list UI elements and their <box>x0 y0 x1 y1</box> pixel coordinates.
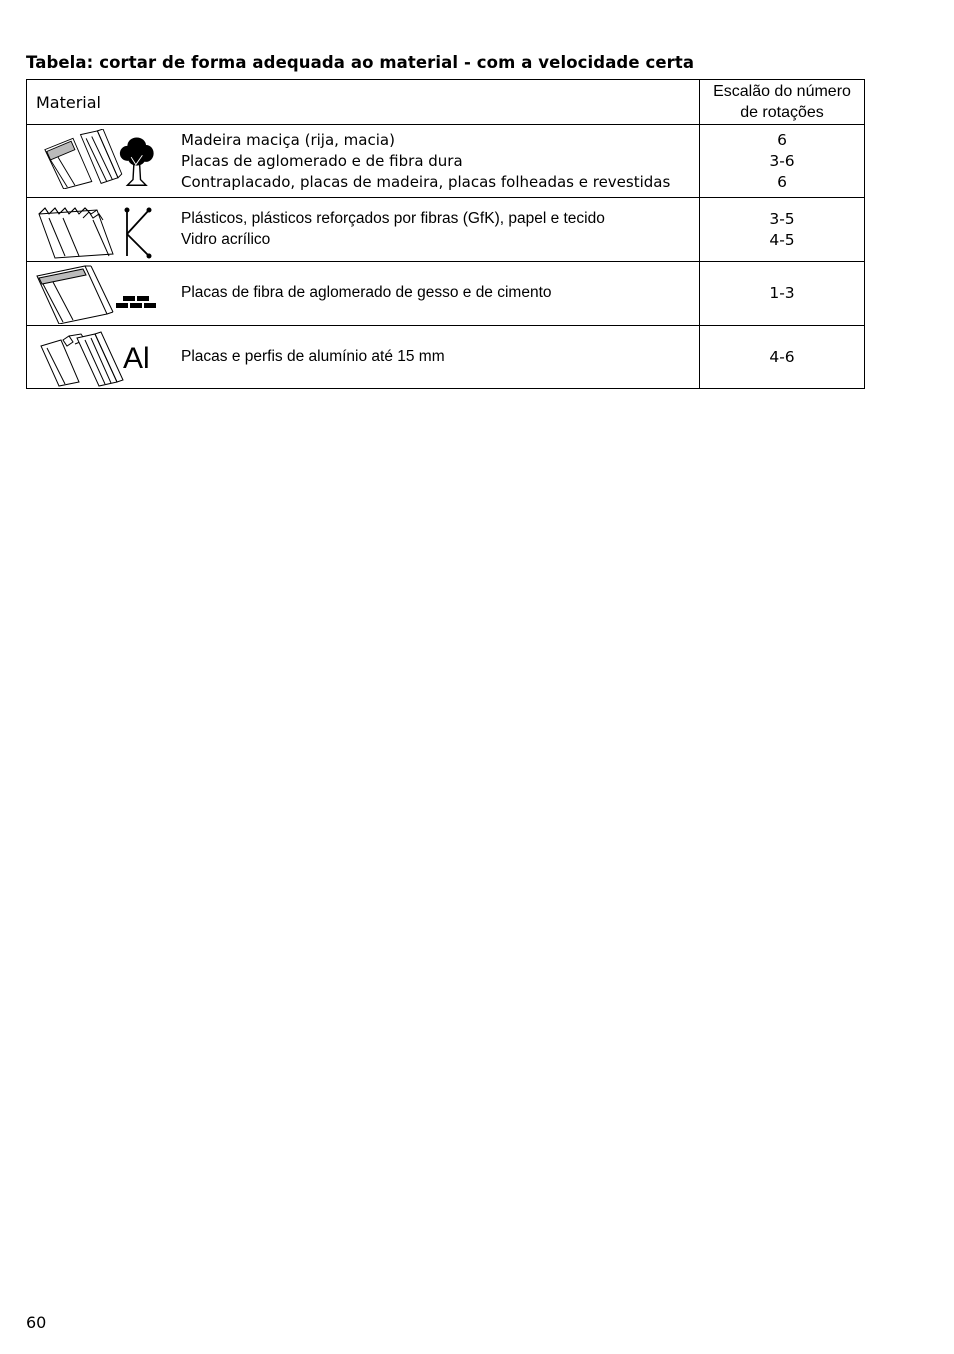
material-line: Placas de fibra de aglomerado de gesso e de cimento <box>181 284 552 301</box>
material-line: Plásticos, plásticos reforçados por fibras (GfK), papel e tecido <box>181 210 605 227</box>
aluminium-symbol: Al <box>123 342 150 375</box>
rotation-value: 1-3 <box>769 284 795 302</box>
material-cell <box>27 326 700 389</box>
rotation-cell <box>700 198 865 262</box>
page-number: 60 <box>26 1313 47 1332</box>
table-row <box>27 326 865 389</box>
rotation-value: 6 <box>777 172 787 191</box>
row-2-descriptions <box>181 208 605 250</box>
table-row <box>27 125 865 198</box>
table-header-row <box>27 80 865 125</box>
rotation-value: 3-6 <box>769 151 795 170</box>
material-speed-table <box>26 79 865 389</box>
row-4-descriptions <box>181 346 445 367</box>
table-title: Tabela: cortar de forma adequada ao material - com a velocidade certa <box>26 53 695 72</box>
material-cell <box>27 198 700 262</box>
material-line: Madeira maciça (rija, macia) <box>181 131 395 149</box>
header-rotations-line2: de rotações <box>740 104 824 121</box>
rotation-value: 3-5 <box>769 209 795 228</box>
row-1-descriptions <box>181 130 670 193</box>
material-line: Vidro acrílico <box>181 231 271 248</box>
wood-tree-icon <box>33 129 173 189</box>
table-row <box>27 262 865 326</box>
brick-icon <box>33 264 173 324</box>
material-line: Placas de aglomerado e de fibra dura <box>181 152 463 170</box>
header-rotations-line1: Escalão do número <box>713 83 851 100</box>
header-rotations <box>700 80 865 125</box>
row-3-descriptions <box>181 282 552 303</box>
material-line: Placas e perfis de alumínio até 15 mm <box>181 348 445 365</box>
rotation-value: 6 <box>777 130 787 149</box>
header-material: Material <box>27 80 700 125</box>
rotation-value: 4-6 <box>769 347 795 366</box>
material-line: Contraplacado, placas de madeira, placas folheadas e revestidas <box>181 173 671 191</box>
rotation-value: 4-5 <box>769 230 795 249</box>
rotation-cell <box>700 262 865 326</box>
rotation-cell <box>700 326 865 389</box>
material-cell <box>27 262 700 326</box>
table-row <box>27 198 865 262</box>
material-cell <box>27 125 700 198</box>
plastic-molecule-icon <box>33 200 173 260</box>
rotation-cell <box>700 125 865 198</box>
aluminium-profile-icon <box>33 328 173 388</box>
